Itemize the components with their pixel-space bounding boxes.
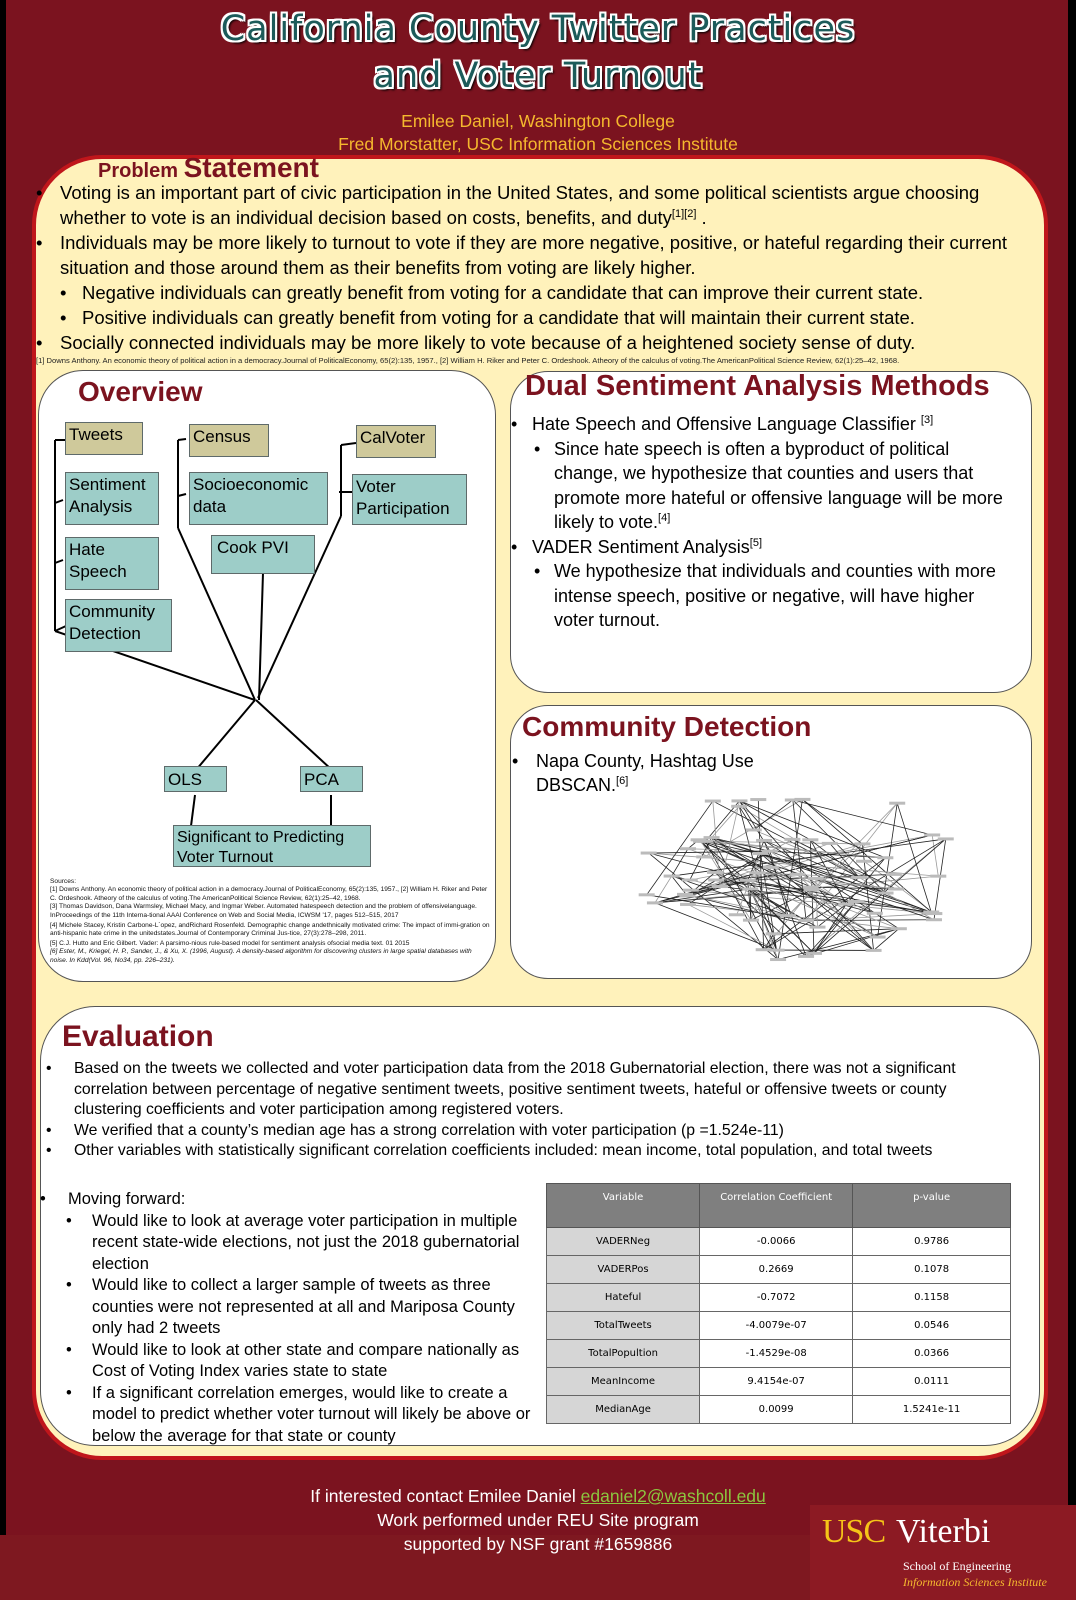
graph-node-label — [886, 873, 902, 876]
coefficient-cell: 0.0099 — [700, 1396, 853, 1424]
node-census: Census — [189, 424, 269, 457]
node-calvoter: CalVoter — [356, 425, 436, 458]
funding-line-2: supported by NSF grant #1659886 — [403, 1534, 673, 1554]
source-1: [1] Downs Anthony. An economic theory of political action in a democracy.Journal of PoliticalEconomy, 65(2):135, 1957., [2] William H. Riker and Peter C. Ordeshook. Atheory of the calculus of voting.The AmericanPolitical Science Review, 62(1):25–42, 1968. — [50, 886, 488, 902]
list-item: • Based on the tweets we collected and voter participation data from the 2018 Gubernatorial election, there was not a significant correlation between percentage of negative sentiment tweets, positive sentiment tweets, hateful or offensive tweets or county clustering coefficients and voter participation among registered voters. — [38, 1059, 1018, 1121]
graph-node-label — [769, 949, 785, 952]
evaluation-heading: Evaluation — [62, 1020, 214, 1053]
coefficient-cell: 9.4154e-07 — [700, 1368, 853, 1396]
graph-node-label — [803, 886, 819, 889]
table-row — [547, 1284, 1011, 1312]
graph-node-label — [756, 839, 772, 842]
community-detection-text: • Napa County, Hashtag Use DBSCAN.[6] — [512, 751, 754, 795]
graph-node-label — [639, 893, 655, 896]
graph-node-label — [770, 958, 786, 961]
table-row — [547, 1256, 1011, 1284]
overview-heading: Overview — [78, 376, 203, 407]
p-value-cell: 0.0546 — [853, 1312, 1011, 1340]
p-value-cell: 0.0111 — [853, 1368, 1011, 1396]
graph-node-label — [888, 888, 904, 891]
p-value-cell: 0.1078 — [853, 1256, 1011, 1284]
graph-node-label — [809, 926, 825, 929]
node-voter-participation: Voter Participation — [352, 474, 467, 525]
graph-node-label — [750, 798, 766, 801]
list-subitem: • Would like to collect a larger sample of tweets as three counties were not represented at all and Mariposa County only had 2 tweets — [40, 1275, 540, 1340]
dual-sentiment-list — [508, 412, 1013, 633]
graph-node-label — [856, 860, 872, 863]
sources: Sources: [1] Downs Anthony. An economic theory of political action in a democracy.Journal of PoliticalEconomy, 65(2):135, 1957., [2] William H. Riker and Peter C. Ordeshook. Atheory of the calculus of voting.The AmericanPolitical Science Review, 62(1):25–42, 1968. [3] Thomas Davidson, Dana Warmsley, Michael Macy, and Ingmar Weber. Automated hatespeech detection and the problem of offensivelanguage. InProceedings of the 11th Interna-tional AAAI Conference on Web and Social Media, ICWSM '17, pages 512–515, 2017 [4] Michele Stacey, Kristin Carbone-L´opez, andRichard Rosenfeld. Demographic change andethnically motivated crime: The impact of immi-gration on anti-hispanic hate crime in the unitedstates.Journal of Contemporary Criminal Jus-tice, 27(3):278–298, 2011. [5] C.J. Hutto and Eric Gilbert. Vader: A parsimo-nious rule-based model for sentiment analysis ofsocial media text. 01 2015 [6] Ester, M., Kriegel, H. P., Sander, J., & Xu, X. (1996, August). A density-based algorithm for discovering clusters in large spatial databases with noise. In Kdd(Vol. 96, No34, pp. 226–231). — [50, 878, 490, 964]
graph-edge — [932, 835, 938, 876]
problem-footnote: [1] Downs Anthony. An economic theory of political action in a democracy.Journal of PoliticalEconomy, 65(2):135, 1957., [2] William H. Riker and Peter C. Ordeshook. Atheory of the calculus of voting.The AmericanPolitical Science Review, 62(1):25–42, 1968. — [36, 356, 900, 365]
author-2: Fred Morstatter, USC Information Sciences Institute — [338, 134, 738, 154]
graph-node-label — [712, 885, 728, 888]
list-item: • Socially connected individuals may be more likely to vote because of a heightened society sense of duty. — [36, 330, 1036, 355]
email-link[interactable]: edaniel2@washcoll.edu — [580, 1486, 766, 1506]
node-tweets: Tweets — [65, 422, 143, 455]
logo-school: School of Engineering — [903, 1559, 1011, 1573]
author-1: Emilee Daniel, Washington College — [401, 111, 675, 131]
coefficient-cell: -1.4529e-08 — [700, 1340, 853, 1368]
graph-node-label — [680, 847, 696, 850]
graph-node-label — [930, 875, 946, 878]
graph-node-label — [870, 936, 886, 939]
table-row — [547, 1396, 1011, 1424]
list-subitem: • We hypothesize that individuals and counties with more intense speech, positive or negative, will have higher voter turnout. — [508, 559, 1013, 633]
usc-viterbi-logo — [810, 1505, 1076, 1600]
graph-node-label — [851, 876, 867, 879]
graph-node-label — [798, 955, 814, 958]
graph-node-label — [802, 838, 818, 841]
graph-node-label — [848, 900, 864, 903]
list-subitem: • Would like to look at average voter participation in multiple recent state-wide elections, not just the 2018 gubernatorial election — [40, 1211, 540, 1276]
list-subitem: • Negative individuals can greatly benefit from voting for a candidate that can improve their current state. — [36, 280, 1036, 305]
p-value-cell: 0.1158 — [853, 1284, 1011, 1312]
title-line-2: and Voter Turnout — [373, 56, 703, 96]
graph-node-label — [878, 892, 894, 895]
source-5: [5] C.J. Hutto and Eric Gilbert. Vader: A parsimo-nious rule-based model for sentiment analysis ofsocial media text. 01 2015 — [50, 939, 410, 947]
graph-edge — [647, 801, 713, 895]
p-value-cell: 0.9786 — [853, 1228, 1011, 1256]
graph-node-label — [679, 894, 695, 897]
source-6: [6] Ester, M., Kriegel, H. P., Sander, J., & Xu, X. (1996, August). A density-based algorithm for discovering clusters in large spatial databases with noise. In Kdd(Vol. 96, No34, pp. 226–231). — [50, 948, 472, 964]
graph-node-label — [664, 875, 680, 878]
graph-node-label — [705, 800, 721, 803]
graph-node-label — [938, 837, 954, 840]
source-3: [3] Thomas Davidson, Dana Warmsley, Michael Macy, and Ingmar Weber. Automated hatespeech detection and the problem of offensivelanguage. InProceedings of the 11th Interna-tional AAAI Conference on Web and Social Media, ICWSM '17, pages 512–515, 2017 — [50, 903, 477, 919]
heading-big: Statement — [183, 152, 319, 183]
list-item: • Individuals may be more likely to turnout to vote if they are more negative, positive, or hateful regarding their current situation and those around them as their benefits from voting are likely higher. — [36, 230, 1036, 280]
graph-node-label — [740, 879, 756, 882]
graph-node-label — [691, 838, 707, 841]
graph-node-label — [924, 833, 940, 836]
node-hate-speech: Hate Speech — [65, 537, 159, 590]
node-socioeconomic-data: Socioeconomic data — [189, 472, 328, 525]
node-cook-pvi: Cook PVI — [211, 535, 315, 574]
heading-small: Problem — [98, 160, 179, 182]
logo-usc: USC — [822, 1513, 886, 1550]
variable-cell: VADERNeg — [547, 1228, 700, 1256]
evaluation-list — [38, 1059, 1018, 1162]
graph-node-label — [866, 949, 882, 952]
variable-cell: VADERPos — [547, 1256, 700, 1284]
variable-cell: MeanIncome — [547, 1368, 700, 1396]
title-line-1: California County Twitter Practices — [220, 9, 856, 49]
graph-node-label — [708, 879, 724, 882]
p-value-cell: 1.5241e-11 — [853, 1396, 1011, 1424]
graph-node-label — [743, 919, 759, 922]
graph-node-label — [926, 918, 942, 921]
column-header: Correlation Coefficient — [700, 1184, 853, 1228]
graph-edge — [830, 843, 859, 877]
graph-node-label — [647, 901, 663, 904]
graph-node-label — [696, 855, 712, 858]
graph-node-label — [766, 932, 782, 935]
graph-node-label — [680, 903, 696, 906]
table-header-row — [547, 1184, 1011, 1228]
graph-node-label — [731, 805, 747, 808]
graph-node-label — [682, 878, 698, 881]
graph-node-label — [746, 828, 762, 831]
table-row — [547, 1340, 1011, 1368]
graph-node-label — [785, 798, 801, 801]
list-subitem: • Positive individuals can greatly benefit from voting for a candidate that will maintain their current state. — [36, 305, 1036, 330]
graph-node-label — [790, 873, 806, 876]
list-subitem: • If a significant correlation emerges, would like to create a model to predict whether voter turnout will likely be above or below the average for that state or county — [40, 1383, 540, 1448]
graph-node-label — [749, 871, 765, 874]
column-header: p-value — [853, 1184, 1011, 1228]
graph-node-label — [838, 903, 854, 906]
graph-node-label — [877, 856, 893, 859]
list-item: • Napa County, Hashtag Use — [512, 751, 754, 771]
graph-node-label — [683, 889, 699, 892]
graph-edge — [897, 803, 931, 912]
graph-node-label — [806, 952, 822, 955]
graph-node-label — [731, 799, 747, 802]
graph-node-label — [641, 852, 657, 855]
logo-viterbi: Viterbi — [896, 1513, 991, 1550]
graph-node-label — [808, 877, 824, 880]
coefficient-cell: -4.0079e-07 — [700, 1312, 853, 1340]
column-header: Variable — [547, 1184, 700, 1228]
list-subitem: • Would like to look at other state and compare nationally as Cost of Voting Index varies state to state — [40, 1340, 540, 1383]
graph-node-label — [784, 838, 800, 841]
graph-node-label — [798, 919, 814, 922]
node-ols: OLS — [164, 766, 227, 792]
moving-forward-list — [40, 1189, 540, 1447]
node-sentiment-analysis: Sentiment Analysis — [65, 472, 159, 525]
graph-node-label — [763, 866, 779, 869]
graph-edge — [655, 903, 777, 950]
graph-node-label — [707, 871, 723, 874]
list-item: • Hate Speech and Offensive Language Classifier [3] — [508, 412, 1013, 437]
graph-edge — [739, 806, 754, 830]
graph-node-label — [742, 887, 758, 890]
graph-node-label — [891, 927, 907, 930]
funding-line-1: Work performed under REU Site program — [377, 1510, 699, 1530]
table-row — [547, 1368, 1011, 1396]
list-item: • We verified that a county’s median age has a strong correlation with voter participation (p =1.524e-11) — [38, 1121, 1018, 1142]
graph-node-label — [926, 912, 942, 915]
node-significant: Significant to Predicting Voter Turnout — [173, 825, 371, 867]
node-community-detection: Community Detection — [65, 599, 172, 652]
logo-isi: Information Sciences Institute — [903, 1575, 1047, 1589]
graph-node-label — [867, 912, 883, 915]
contact-line: If interested contact Emilee Daniel edaniel2@washcoll.edu — [310, 1486, 766, 1506]
list-item: • Voting is an important part of civic participation in the United States, and some political scientists argue choosing whether to vote is an individual decision based on costs, benefits, and duty[1][2] . — [36, 180, 1036, 230]
graph-node-label — [729, 913, 745, 916]
community-detection-heading: Community Detection — [522, 711, 812, 742]
dual-sentiment-heading: Dual Sentiment Analysis Methods — [525, 370, 990, 402]
list-subitem: • Since hate speech is often a byproduct of political change, we hypothesize that counties and users that promote more hateful or offensive language will be more likely to vote.[4] — [508, 437, 1013, 535]
coefficient-cell: -0.0066 — [700, 1228, 853, 1256]
hashtag-network-graph — [620, 772, 970, 972]
graph-edge — [934, 839, 946, 920]
coefficient-cell: 0.2669 — [700, 1256, 853, 1284]
list-item: • Other variables with statistically significant correlation coefficients included: mean income, total population, and total tweets — [38, 1141, 1018, 1162]
p-value-cell: 0.0366 — [853, 1340, 1011, 1368]
graph-edge — [764, 839, 946, 950]
table-row — [547, 1228, 1011, 1256]
graph-edge — [754, 800, 793, 830]
variable-cell: MedianAge — [547, 1396, 700, 1424]
graph-node-label — [753, 852, 769, 855]
graph-node-label — [804, 889, 820, 892]
graph-node-label — [854, 842, 870, 845]
coefficient-cell: -0.7072 — [700, 1284, 853, 1312]
graph-node-label — [822, 842, 838, 845]
source-4: [4] Michele Stacey, Kristin Carbone-L´opez, andRichard Rosenfeld. Demographic change andethnically motivated crime: The impact of immi-gration on anti-hispanic hate crime in the unitedstates.Journal of Contemporary Criminal Jus-tice, 27(3):278–298, 2011. — [50, 922, 490, 938]
correlation-table — [546, 1183, 1011, 1424]
list-item: • VADER Sentiment Analysis[5] — [508, 535, 1013, 560]
list-item: • Moving forward: — [40, 1189, 540, 1211]
variable-cell: TotalPopultion — [547, 1340, 700, 1368]
table-row — [547, 1312, 1011, 1340]
graph-node-label — [780, 914, 796, 917]
node-pca: PCA — [300, 766, 363, 792]
variable-cell: Hateful — [547, 1284, 700, 1312]
graph-node-label — [889, 802, 905, 805]
variable-cell: TotalTweets — [547, 1312, 700, 1340]
